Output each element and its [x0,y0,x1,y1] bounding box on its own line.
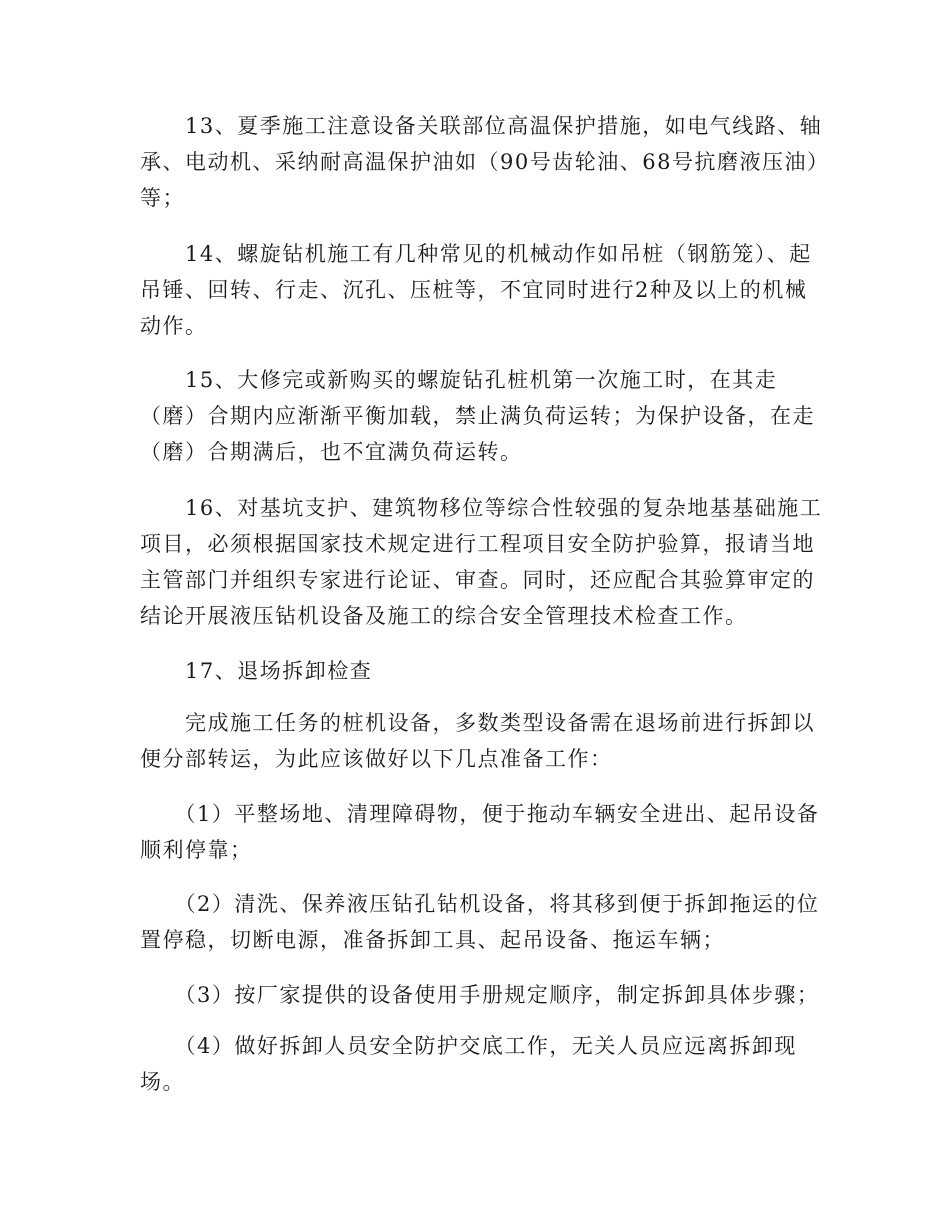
text-line: 主管部门并组织专家进行论证、审查。同时，还应配合其验算审定的 [140,568,815,592]
text-line: （磨）合期满后，也不宜满负荷运转。 [140,440,523,464]
paragraph-item-15 [140,362,820,470]
text-line: 场。 [140,1070,185,1094]
list-item-3 [140,977,820,1013]
text-line: 15、大修完或新购买的螺旋钻孔桩机第一次施工时，在其走 [140,368,778,392]
section-heading-item-17 [140,653,820,689]
text-line: 14、螺旋钻机施工有几种常见的机械动作如吊桩（钢筋笼）、起 [140,242,812,266]
text-line: （2）清洗、保养液压钻孔钻机设备，将其移到便于拆卸拖运的位 [140,892,820,916]
list-item-4 [140,1028,820,1100]
paragraph-item-13 [140,108,830,216]
text-line: 13、夏季施工注意设备关联部位高温保护措施，如电气线路、轴 [140,114,823,138]
list-item-2 [140,886,820,958]
text-line: 等； [140,186,185,210]
paragraph-item-16 [140,490,823,634]
list-item-1 [140,796,820,868]
text-line: 结论开展液压钻机设备及施工的综合安全管理技术检查工作。 [140,604,748,628]
text-line: 承、电动机、采纳耐高温保护油如（90号齿轮油、68号抗磨液压油） [140,150,830,174]
paragraph-item-17-intro [140,705,820,777]
text-line: 吊锤、回转、行走、沉孔、压桩等，不宜同时进行2种及以上的机械 [140,278,808,302]
text-line: 顺利停靠； [140,838,253,862]
text-line: 便分部转运，为此应该做好以下几点准备工作： [140,747,613,771]
text-line: （4）做好拆卸人员安全防护交底工作，无关人员应远离拆卸现 [140,1034,797,1058]
text-line: 16、对基坑支护、建筑物移位等综合性较强的复杂地基基础施工 [140,496,823,520]
text-line: 17、退场拆卸检查 [140,659,373,683]
text-line: 完成施工任务的桩机设备，多数类型设备需在退场前进行拆卸以 [140,711,815,735]
text-line: 项目，必须根据国家技术规定进行工程项目安全防护验算，报请当地 [140,532,815,556]
text-line: 置停稳，切断电源，准备拆卸工具、起吊设备、拖运车辆； [140,928,725,952]
text-line: （磨）合期内应渐渐平衡加载，禁止满负荷运转；为保护设备，在走 [140,404,815,428]
paragraph-item-14 [140,236,820,344]
text-line: （1）平整场地、清理障碍物，便于拖动车辆安全进出、起吊设备 [140,802,820,826]
text-line: （3）按厂家提供的设备使用手册规定顺序，制定拆卸具体步骤； [140,983,820,1007]
text-line: 动作。 [140,314,208,338]
